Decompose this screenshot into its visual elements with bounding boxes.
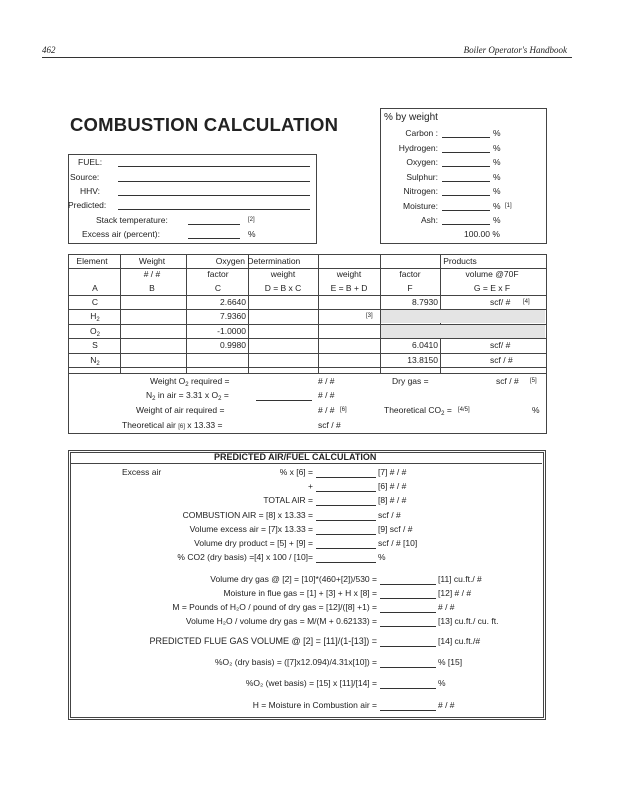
predicted-line-field[interactable] [316,548,376,549]
predicted-field[interactable] [118,209,310,210]
weight-row-label: Ash: [420,215,438,225]
theo-air-label: Theoretical air [6] x 13.33 = [122,420,223,430]
predicted-line-unit: # / # [438,602,455,612]
predicted-line-label: Volume excess air = [7]x 13.33 = [189,524,313,534]
predicted-line-label: Volume H₂O / volume dry gas = M/(M + 0.62133) = [185,616,377,626]
weight-row-field[interactable] [442,181,490,182]
table-row-factor: -1.0000 [217,325,246,336]
running-title: Boiler Operator's Handbook [463,45,567,55]
header-rule [42,57,572,58]
weight-row-unit: % [493,171,501,182]
weight-row-unit: % [493,200,501,211]
weight-row-field[interactable] [442,152,490,153]
table-row-volume: scf/ # [490,297,511,307]
predicted-line-field[interactable] [380,584,436,585]
weight-row-unit: % [493,157,501,167]
excess-air-unit: % [248,229,256,239]
col-weight-sub: # / # [143,269,161,279]
weight-row-ref: [1] [505,202,512,209]
source-field[interactable] [118,181,310,182]
fuel-label: FUEL: [78,157,103,167]
col-products-header: Products [443,256,477,266]
page-number: 462 [42,45,56,55]
predicted-line-label: COMBUSTION AIR = [8] x 13.33 = [182,510,313,520]
predicted-line-unit: % [438,678,446,688]
predicted-line-field[interactable] [316,520,376,521]
predicted-line-field[interactable] [380,667,436,668]
air-required-unit: # / # [318,405,335,415]
hhv-field[interactable] [118,195,310,196]
table-row-rule [68,353,546,354]
table-row-e-ref: [3] [366,313,373,320]
table-col-rule [120,254,121,373]
predicted-line-field[interactable] [380,646,436,647]
col-oxygen-header: Oxygen Determination [215,256,301,266]
predicted-line-label: PREDICTED FLUE GAS VOLUME @ [2] = [11]/(1-[13]) = [149,636,377,646]
table-row-factor: 0.9980 [220,340,246,351]
dry-gas-unit: scf / # [496,376,519,386]
col-e: E = B + D [330,283,368,293]
predicted-line-field[interactable] [380,612,436,613]
predicted-line-field[interactable] [380,598,436,599]
predicted-line-label: Moisture in flue gas = [1] + [3] + H x [8] = [223,588,377,598]
stack-temp-field[interactable] [188,224,240,225]
weight-row-label: Oxygen: [406,157,438,167]
predicted-line-unit: % [378,552,386,562]
predicted-line-unit: [13] cu.ft./ cu. ft. [438,616,499,626]
predicted-title-rule [70,463,542,464]
table-row-element: $O_2$ [90,325,100,338]
table-row-factor: 7.9360 [220,311,246,322]
theo-co2-ref: [4/5] [458,407,470,413]
weight-row-field[interactable] [442,137,490,138]
predicted-line-unit: [11] cu.ft./ # [438,574,482,584]
predicted-line-field[interactable] [316,534,376,535]
n2-air-field[interactable] [256,400,312,401]
predicted-line-unit: % [15] [438,657,463,667]
table-row-element: $H_2$ [90,311,100,324]
predicted-label: Predicted: [68,200,107,210]
source-label: Source: [70,172,100,182]
col-factor-sub: factor [207,269,229,279]
predicted-line-unit: scf / # [378,510,401,520]
table-row-rule [68,338,546,339]
table-row-rule [68,367,546,368]
predicted-line-unit: [12] # / # [438,588,472,598]
theo-co2-label: Theoretical $CO_2$ = [384,405,452,417]
table-row-product-factor: 8.7930 [412,297,438,307]
col-d: D = B x C [264,283,302,293]
table-row-product-factor: 6.0410 [412,340,438,351]
predicted-line-label: M = Pounds of H₂O / pound of dry gas = [12]/([8] +1) = [172,602,377,612]
predicted-line-unit: scf / # [10] [378,538,418,548]
predicted-line-field[interactable] [380,626,436,627]
predicted-line-label: + [308,481,313,491]
excess-air-field[interactable] [188,238,240,239]
predicted-line-label: %O₂ (wet basis) = [15] x [11]/[14] = [245,678,377,688]
table-row-rule [68,373,546,374]
weight-row-unit: % [493,128,501,138]
predicted-line-label: Volume dry product = [5] + [9] = [194,538,313,548]
predicted-line-unit: [9] scf / # [378,524,413,534]
theo-co2-unit: % [532,405,540,415]
col-weight3-sub: weight [336,269,362,279]
col-a: A [92,283,98,293]
col-b: B [149,283,155,293]
excess-air-label: Excess air (percent): [82,229,160,239]
o2-required-label: Weight $O_2$ required = [150,376,230,388]
air-required-label: Weight of air required = [136,405,225,415]
predicted-line-label: H = Moisture in Combustion air = [252,700,377,710]
weight-row-unit: % [493,186,501,196]
col-weight2-sub: weight [270,269,296,279]
col-f: F [407,283,413,293]
predicted-excess-air-label: Excess air [122,467,162,477]
predicted-line-label: TOTAL AIR = [263,495,313,505]
predicted-line-field[interactable] [380,688,436,689]
table-row-factor: 2.6640 [220,297,246,307]
col-weight-header: Weight [138,256,166,266]
predicted-line-label: % CO2 (dry basis) =[4] x 100 / [10]= [177,552,313,562]
col-factor2-sub: factor [399,269,421,279]
table-row-element: $N_2$ [90,354,100,367]
predicted-line-unit: [14] cu.ft./# [438,636,481,646]
predicted-line-unit: [7] # / # [378,467,407,477]
form-title: COMBUSTION CALCULATION [70,114,339,135]
weight-row-label: Moisture: [403,200,438,211]
predicted-line-field[interactable] [316,562,376,563]
col-g: G = E x F [473,283,511,293]
stack-temp-label: Stack temperature: [96,215,168,225]
air-required-ref: [6] [340,407,347,413]
table-col-rule [186,254,187,373]
table-hatch-cell [381,325,545,338]
weight-box-title: % by weight [384,112,438,123]
weight-row-field[interactable] [442,210,490,211]
table-row-volume: scf / # [490,354,513,365]
n2-air-unit: # / # [318,390,335,400]
table-row-volume: scf/ # [490,340,511,351]
col-c: C [214,283,222,293]
predicted-line-field[interactable] [316,477,376,478]
weight-row-unit: % [493,142,501,153]
weight-row-field[interactable] [442,224,490,225]
table-row-element: S [92,340,98,351]
weight-row-label: Carbon : [405,128,438,138]
weight-row-label: Sulphur: [406,171,438,182]
n2-air-label: $N_2$ in air = 3.31 x $O_2$ = [146,390,229,402]
weight-row-field[interactable] [442,166,490,167]
predicted-line-field[interactable] [316,505,376,506]
dry-gas-ref: [5] [530,378,537,384]
table-row-rule [68,295,546,296]
weight-row-unit: % [493,215,501,225]
predicted-line-unit: # / # [438,700,455,710]
table-row-product-factor: 13.8150 [407,354,438,365]
col-element-header: Element [76,256,108,266]
weight-row-label: Nitrogen: [403,186,438,196]
table-row-g-ref: [4] [523,299,530,305]
dry-gas-label: Dry gas = [392,376,429,386]
predicted-line-label: % x [6] = [279,467,313,477]
predicted-line-field[interactable] [316,491,376,492]
hhv-label: HHV: [80,186,100,196]
fuel-field[interactable] [118,166,310,167]
col-volume-sub: volume @70F [465,269,519,279]
theo-air-unit: scf / # [318,420,341,430]
predicted-line-unit: [8] # / # [378,495,407,505]
predicted-line-field[interactable] [380,710,436,711]
table-hatch-cell [381,310,545,323]
weight-row-label: Hydrogen: [398,142,438,153]
predicted-line-unit: [6] # / # [378,481,407,491]
table-row-element: C [91,297,99,307]
predicted-title: PREDICTED AIR/FUEL CALCULATION [214,452,377,462]
stack-temp-ref: [2] [248,217,255,223]
predicted-line-label: %O₂ (dry basis) = ([7]x12.094)/4.31x[10]) = [214,657,377,667]
weight-row-field[interactable] [442,195,490,196]
weight-total: 100.00 % [464,229,500,239]
predicted-line-label: Volume dry gas @ [2] = [10]*(460+[2])/530 = [210,574,377,584]
o2-required-unit: # / # [318,376,335,386]
